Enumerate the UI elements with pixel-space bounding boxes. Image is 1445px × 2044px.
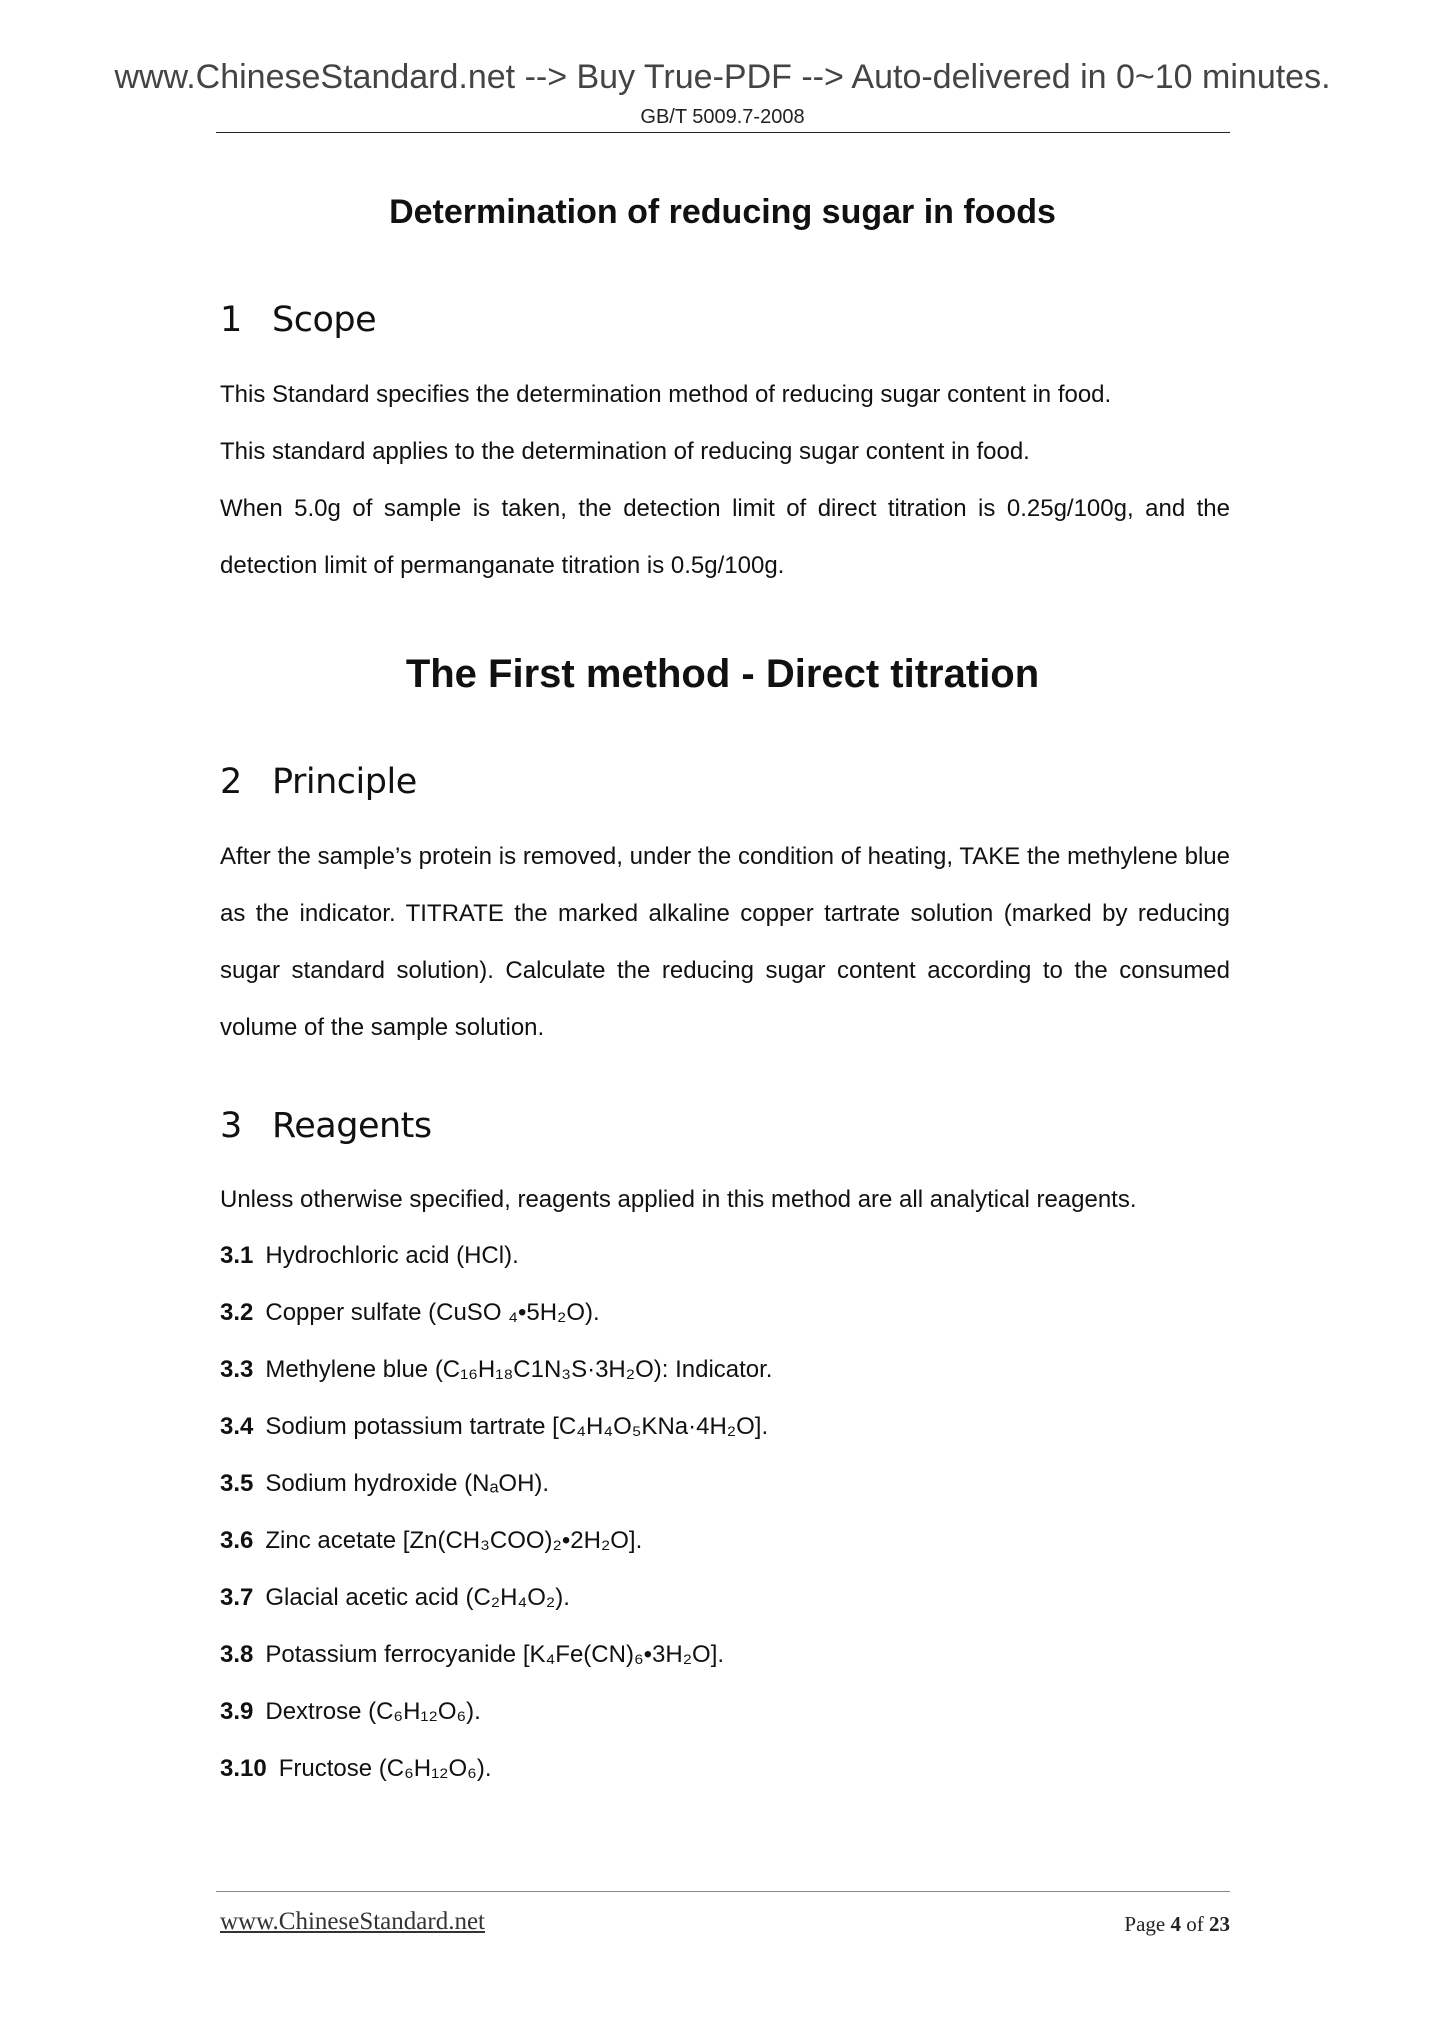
method-title: The First method - Direct titration	[405, 652, 1040, 696]
reagent-item	[220, 1640, 724, 1670]
page-total: 23	[1209, 1912, 1230, 1936]
section-title: Principle	[272, 762, 417, 802]
reagent-number: 3.5	[220, 1470, 254, 1497]
reagent-item	[220, 1298, 600, 1328]
reagent-number: 3.2	[220, 1299, 254, 1326]
section-title: Scope	[272, 300, 377, 340]
reagent-text: Methylene blue (C₁₆H₁₈C1N₃S·3H₂O): Indicator.	[265, 1356, 773, 1383]
section-number: 2	[220, 762, 242, 802]
reagent-number: 3.7	[220, 1584, 254, 1611]
section-title: Reagents	[272, 1106, 432, 1146]
page-of: of	[1186, 1912, 1204, 1936]
section-heading-reagents	[220, 1106, 432, 1146]
reagent-item	[220, 1754, 492, 1784]
reagent-number: 3.6	[220, 1527, 254, 1554]
reagent-item	[220, 1469, 549, 1499]
reagent-text: Dextrose (C₆H₁₂O₆).	[265, 1698, 481, 1725]
principle-paragraph: After the sample’s protein is removed, under the condition of heating, TAKE the methylene blue as the indicator. TITRATE the marked alkaline copper tartrate solution (marked by reducing sugar standard solution). Calculate the reducing sugar content according to the consumed volume of the sample solution.	[220, 843, 1230, 1041]
scope-paragraph-1: This Standard specifies the determination method of reducing sugar content in food.	[220, 381, 1112, 408]
section-number: 1	[220, 300, 242, 340]
footer-rule	[216, 1891, 1230, 1892]
reagent-text: Fructose (C₆H₁₂O₆).	[278, 1755, 492, 1782]
reagent-item	[220, 1583, 570, 1613]
reagent-item	[220, 1355, 772, 1385]
page-current: 4	[1170, 1912, 1181, 1936]
page-indicator	[1124, 1912, 1230, 1937]
reagent-number: 3.9	[220, 1698, 254, 1725]
reagent-number: 3.10	[220, 1755, 267, 1782]
document-title: Determination of reducing sugar in foods	[389, 193, 1056, 231]
section-number: 3	[220, 1106, 242, 1146]
section-heading-scope	[220, 300, 376, 340]
reagent-text: Hydrochloric acid (HCl).	[265, 1242, 519, 1269]
reagent-text: Potassium ferrocyanide [K₄Fe(CN)₆•3H₂O].	[265, 1641, 725, 1668]
reagent-number: 3.3	[220, 1356, 254, 1383]
section-heading-principle	[220, 762, 417, 802]
reagent-text: Zinc acetate [Zn(CH₃COO)₂•2H₂O].	[265, 1527, 643, 1554]
reagent-text: Sodium potassium tartrate [C₄H₄O₅KNa·4H₂O].	[265, 1413, 769, 1440]
reagent-item	[220, 1526, 642, 1556]
header-rule	[216, 132, 1230, 133]
page-word: Page	[1124, 1912, 1166, 1936]
reagent-text: Copper sulfate (CuSO ₄•5H₂O).	[265, 1299, 600, 1326]
footer-site-link[interactable]: www.ChineseStandard.net	[220, 1908, 485, 1935]
reagent-number: 3.1	[220, 1242, 254, 1269]
reagent-item	[220, 1697, 481, 1727]
reagents-intro: Unless otherwise specified, reagents applied in this method are all analytical reagents.	[220, 1186, 1137, 1213]
reagent-number: 3.8	[220, 1641, 254, 1668]
reagent-item	[220, 1412, 768, 1442]
reagent-text: Glacial acetic acid (C₂H₄O₂).	[265, 1584, 570, 1611]
scope-paragraph-3: When 5.0g of sample is taken, the detection limit of direct titration is 0.25g/100g, and the detection limit of permanganate titration is 0.5g/100g.	[220, 495, 1230, 579]
standard-code: GB/T 5009.7-2008	[640, 106, 805, 128]
top-banner: www.ChineseStandard.net --> Buy True-PDF --> Auto-delivered in 0~10 minutes.	[114, 58, 1331, 96]
reagent-item	[220, 1241, 519, 1271]
reagent-text: Sodium hydroxide (NₐOH).	[265, 1470, 550, 1497]
reagent-number: 3.4	[220, 1413, 254, 1440]
scope-paragraph-2: This standard applies to the determination of reducing sugar content in food.	[220, 438, 1030, 465]
